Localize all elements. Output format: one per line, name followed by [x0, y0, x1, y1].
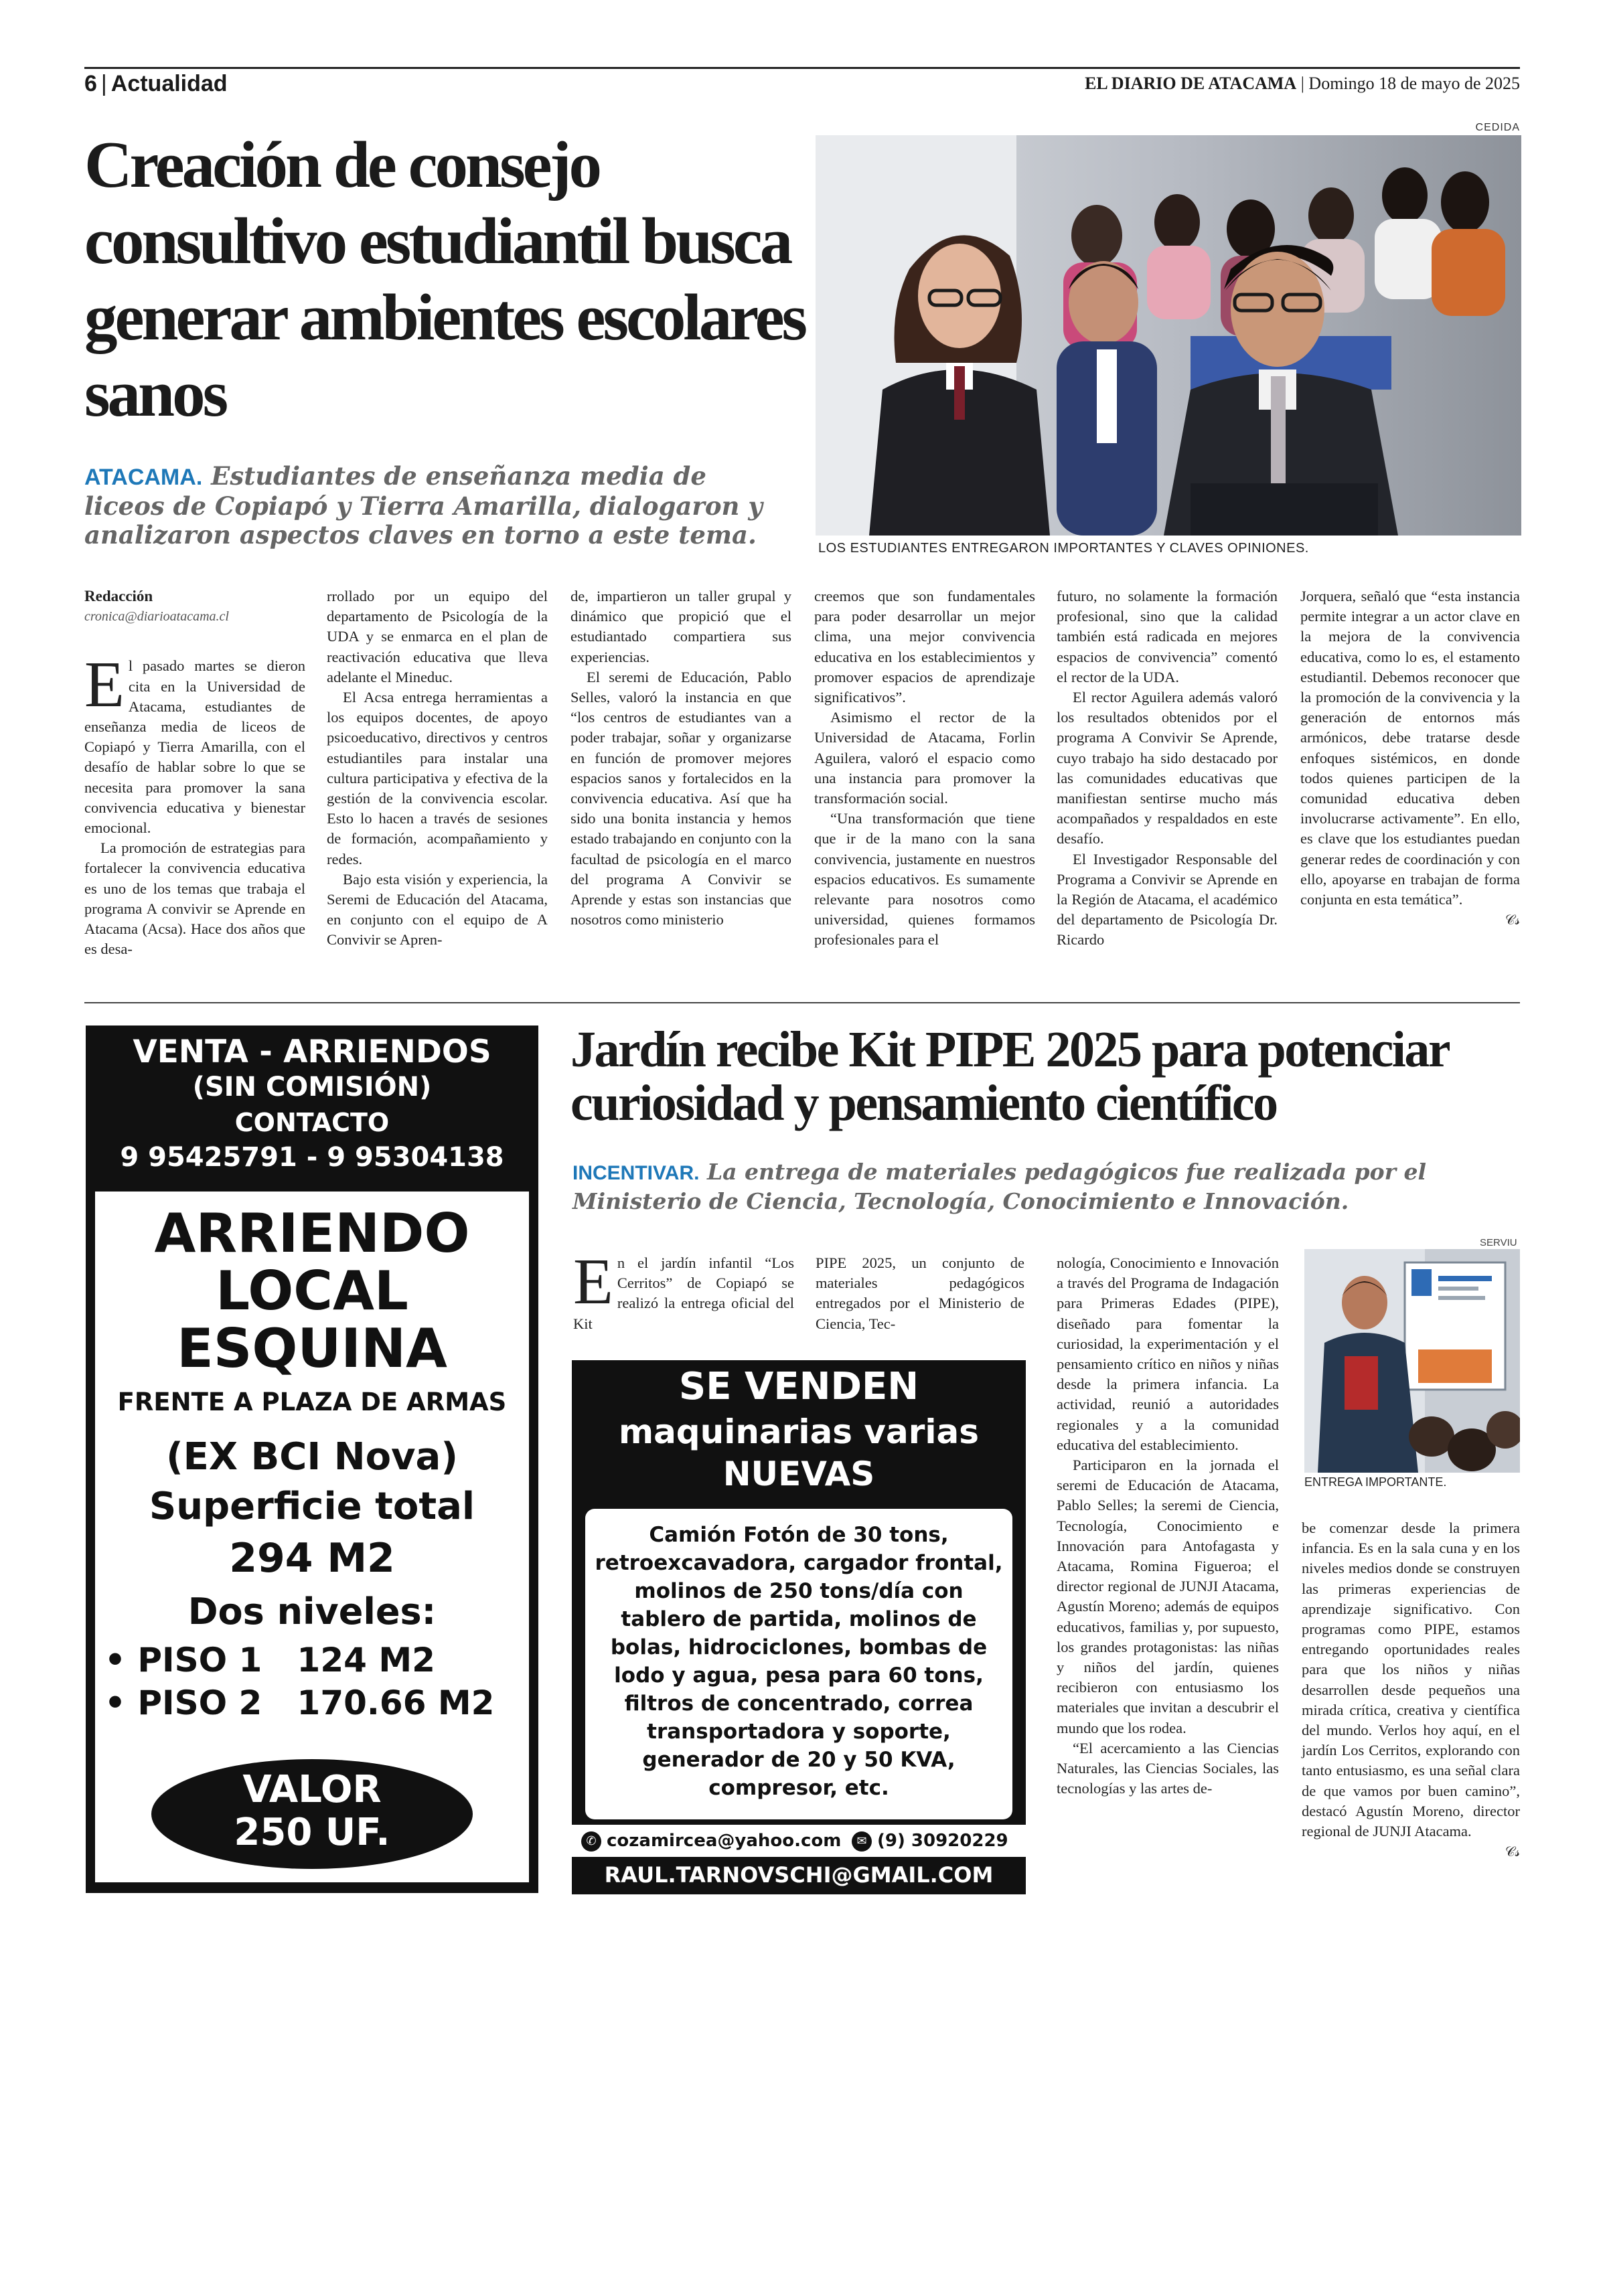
paragraph: rrollado por un equipo del departamento de Psicología de la UDA y se enmarca en el plan de reactivación educativa que lleva adelante el Mineduc. [327, 588, 548, 685]
students-photo [816, 135, 1521, 536]
price-oval [151, 1759, 473, 1869]
paragraph: “El acercamiento a las Ciencias Naturales, las Ciencias Sociales, las tecnologías y las artes de- [1057, 1739, 1279, 1797]
article2-column-3 [1057, 1253, 1279, 1799]
ad-surface-value: 294 M2 [229, 1535, 395, 1582]
paragraph: La promoción de estrategias para fortalecer la convivencia educativa es uno de los temas que trabaja el programa A convivir se Aprende en Atacama (Acsa). Hace dos años que es desa- [84, 839, 305, 958]
paragraph: Jorquera, señaló que “esta instancia permite integrar a un actor clave en la mejora de la convivencia educativa, como lo es, el estamento estudiantil. Debemos reconocer que la promoción de la convivencia y la generación de entornos más armónicos, debe tratarse desde enfoques sistémicos, en donde todos quienes participen de la comunidad educativa deben involucrarse activamente”. En ello, es clave que los estudiantes puedan generar redes de coordinación y con ello, apoyarse en trabajan de forma conjunta en esta temática”. [1300, 588, 1520, 908]
article1-deck-text: Estudiantes de enseñanza media de liceos de Copiapó y Tierra Amarilla, dialogaron y analizaron aspectos claves en torno a este tema. [84, 461, 763, 550]
end-mark-icon: 𝒞𝓈 [1505, 912, 1520, 928]
paragraph: be comenzar desde la primera infancia. Es en la sala cuna y en los niveles medios donde se construyen las primeras experiencias de aprendizaje significativo. Con programas como PIPE, estamos entregando oportunidades reales para que los niños y niñas desarrollen desde pequeños una mirada crítica, creativa y científica del mundo. Verlos hoy aquí, en el jardín Los Cerritos, explorando con tanto entusiasmo, es una señal clara de que vamos por buen camino”, destacó Agustín Moreno, director regional de JUNJI Atacama. [1302, 1520, 1520, 1840]
email-address[interactable]: cozamircea@yahoo.com [607, 1831, 842, 1851]
ad-sell-label: SE VENDEN [678, 1365, 919, 1408]
machinery-list [585, 1509, 1012, 1819]
machinery-contact-row [572, 1825, 1026, 1857]
phone-icon: ✆ [581, 1831, 601, 1852]
paragraph: n el jardín infantil “Los Cerritos” de Copiapó se realizó la entrega oficial del Kit [573, 1254, 794, 1332]
article2-column-2 [816, 1253, 1024, 1334]
ad-levels: Dos niveles: [187, 1590, 437, 1633]
photo1-credit: CEDIDA [1475, 122, 1520, 133]
article2-column-4 [1302, 1518, 1520, 1862]
machinery-description: Camión Fotón de 30 tons, retroexcavadora, cargador frontal, molinos de 250 tons/día con tablero de partida, molinos de bolas, hidrociclones, bombas de lodo y agua, pesa para 60 tons, filtros de concentrado, correa transportadora y soporte, generador de 20 y 50 KVA, compresor, etc. [595, 1523, 1003, 1800]
paragraph: El Investigador Responsable del Programa a Convivir se Aprende en la Región de Atacama, el académico del departamento de Psicología Dr. Ricardo [1057, 850, 1278, 949]
byline: Redacción [84, 588, 153, 604]
article1-column-6 [1300, 586, 1520, 930]
ad-machines-label: maquinarias varias [618, 1412, 980, 1451]
article1-column-2 [327, 586, 548, 951]
ad-surface-label: Superficie total [149, 1485, 475, 1528]
byline-email[interactable]: cronica@diarioatacama.cl [84, 609, 229, 625]
article2-column-1 [573, 1246, 794, 1334]
article2-deck [572, 1158, 1517, 1216]
paragraph: futuro, no solamente la formación profesional, sino que la calidad también está radicada en mejores espacios de convivencia” comentó el rector de la UDA. [1057, 588, 1278, 685]
ad-title-rent: ARRIENDO [154, 1202, 470, 1264]
article1-column-3 [570, 586, 791, 930]
article1-column-1 [84, 586, 305, 959]
article1-column-4 [814, 586, 1035, 951]
paragraph: Participaron en la jornada el seremi de Educación de Atacama, Pablo Selles; la seremi de Ciencia, Tecnología, Conocimiento e Innovación para Antofagasta y Atacama, Romina Figueroa; el director regional de JUNJI Atacama, Agustín Moreno; además de equipos educativos, familias y, por supuesto, los grandes protagonistas: las niñas y niños del jardín, quienes recibieron con entusiasmo los materiales que invitan a descubrir el mundo que los rodea. [1057, 1457, 1279, 1736]
property-ad-header [86, 1026, 538, 1186]
phone-contact[interactable] [852, 1825, 1008, 1857]
paragraph: PIPE 2025, un conjunto de materiales pedagógicos entregados por el Ministerio de Ciencia, Tec- [816, 1254, 1024, 1332]
photo2-label: SERVIU [1480, 1237, 1517, 1248]
section-name: Actualidad [110, 71, 228, 96]
photo2-caption: ENTREGA IMPORTANTE. [1304, 1475, 1447, 1489]
article1-headline: Creación de consejo consultivo estudiantil busca generar ambientes escolares sanos [84, 129, 806, 430]
machinery-ad [572, 1360, 1026, 1894]
ad-title-local: LOCAL [216, 1260, 408, 1322]
page-section-label: 6 | Actualidad [84, 71, 228, 96]
ad-phones[interactable]: 9 95425791 - 9 95304138 [120, 1142, 504, 1173]
article2-deck-text: La entrega de materiales pedagógicos fue realizada por el Ministerio de Ciencia, Tecnología, Conocimiento e Innovación. [572, 1159, 1427, 1214]
article1-deck [84, 462, 794, 550]
dropcap: E [573, 1246, 613, 1318]
paragraph: Asimismo el rector de la Universidad de Atacama, Forlin Aguilera, valoró el espacio como una instancia para promover la transformación social. [814, 709, 1035, 807]
secondary-email[interactable]: RAUL.TARNOVSCHI@GMAIL.COM [604, 1862, 994, 1888]
page-number: 6 [84, 71, 97, 96]
photo1-caption: LOS ESTUDIANTES ENTREGARON IMPORTANTES Y CLAVES OPINIONES. [818, 541, 1309, 556]
kit-delivery-photo-illustration [1304, 1249, 1520, 1473]
kit-delivery-photo [1304, 1249, 1520, 1473]
property-ad [86, 1026, 538, 1893]
property-ad-body [95, 1192, 529, 1882]
ad-contact-label: CONTACTO [234, 1108, 390, 1137]
ad-no-commission: (SIN COMISIÓN) [192, 1072, 432, 1102]
chat-icon: ✉ [852, 1831, 872, 1852]
email-contact[interactable] [581, 1825, 841, 1857]
article2-kicker: INCENTIVAR. [572, 1162, 700, 1184]
ad-floor-2: • PISO 2 170.66 M2 [104, 1684, 495, 1722]
ad-new-label: NUEVAS [722, 1455, 875, 1493]
header-rule [84, 67, 1520, 69]
paragraph: creemos que son fundamentales para poder desarrollar un mejor clima, una mejor convivencia educativa en los establecimientos y promover espacios de aprendizaje significativos”. [814, 588, 1035, 706]
article2-headline: Jardín recibe Kit PIPE 2025 para potenciar curiosidad y pensamiento científico [570, 1021, 1448, 1131]
paragraph: “Una transformación que tiene que ir de la mano con la sana convivencia, justamente en nuestros espacios educativos. Es sumamente relevante para nosotros como universidad, quienes formamos profesionales para el [814, 810, 1035, 949]
ad-price-label: VALOR [242, 1768, 382, 1811]
issue-date: Domingo 18 de mayo de 2025 [1308, 74, 1520, 93]
paragraph: El seremi de Educación, Pablo Selles, valoró la instancia en que “los centros de estudiantes van a poder trabajar, soñar y organizarse en función de promover mejores espacios sanos y fortalecidos en la convivencia educativa. Así que ha sido una bonita instancia y hemos estado trabajando en conjunto con la facultad de psicología en el marco del programa A Convivir se Aprende y estas son instancias que nosotros como ministerio [570, 668, 791, 928]
phone-number[interactable]: (9) 30920229 [877, 1831, 1008, 1851]
ad-sale-rent: VENTA - ARRIENDOS [133, 1034, 491, 1070]
article1-kicker: ATACAMA. [84, 465, 203, 490]
paragraph: El Acsa entrega herramientas a los equipos docentes, de apoyo psicoeducativo, directivos y centros estudiantiles para instalar una cultura participativa y efectiva de la gestión de la convivencia escolar. Esto lo hacen a través de sesiones de formación, acompañamiento y redes. [327, 689, 548, 868]
students-photo-illustration [816, 135, 1521, 536]
paragraph: de, impartieron un taller grupal y dinámico que propició que el estudiantado compartiera sus experiencias. [570, 588, 791, 665]
dropcap: E [84, 649, 125, 722]
ad-floor-1: • PISO 1 124 M2 [104, 1641, 435, 1679]
paragraph: nología, Conocimiento e Innovación a través del Programa de Indagación para Primeras Edades (PIPE), diseñado para fomentar la curiosidad, la experimentación y el pensamiento crítico en niños y niñas desde la primera infancia. La actividad, reunió a autoridades regionales y a la comunidad educativa del establecimiento. [1057, 1254, 1279, 1453]
paragraph: l pasado martes se dieron cita en la Universidad de Atacama, estudiantes de enseñanza media de liceos de Copiapó y Tierra Amarilla, con el desafío de hablar sobre lo que se necesita para promover la sana convivencia educativa y bienestar emocional. [84, 657, 305, 837]
ad-title-corner: ESQUINA [177, 1317, 447, 1380]
ad-price-value: 250 UF. [234, 1811, 390, 1854]
paragraph: Bajo esta visión y experiencia, la Seremi de Educación del Atacama, en conjunto con el equipo de A Convivir se Apren- [327, 870, 548, 949]
newspaper-name: EL DIARIO DE ATACAMA [1085, 74, 1297, 93]
ad-location: FRENTE A PLAZA DE ARMAS [117, 1388, 507, 1416]
section-divider [84, 1002, 1520, 1003]
machinery-ad-header [572, 1364, 1026, 1494]
paragraph: El rector Aguilera además valoró los resultados obtenidos por el programa A Convivir Se Aprende, cuyo trabajo ha sido destacado por las comunidades educativas que manifiestan sentirse mucho más acompañados y respaldados en este desafío. [1057, 689, 1278, 847]
end-mark-icon: 𝒞𝓈 [1505, 1843, 1520, 1860]
masthead-date: EL DIARIO DE ATACAMA | Domingo 18 de mayo de 2025 [1085, 74, 1520, 93]
article1-column-5 [1057, 586, 1278, 951]
ad-former-bank: (EX BCI Nova) [166, 1435, 458, 1479]
